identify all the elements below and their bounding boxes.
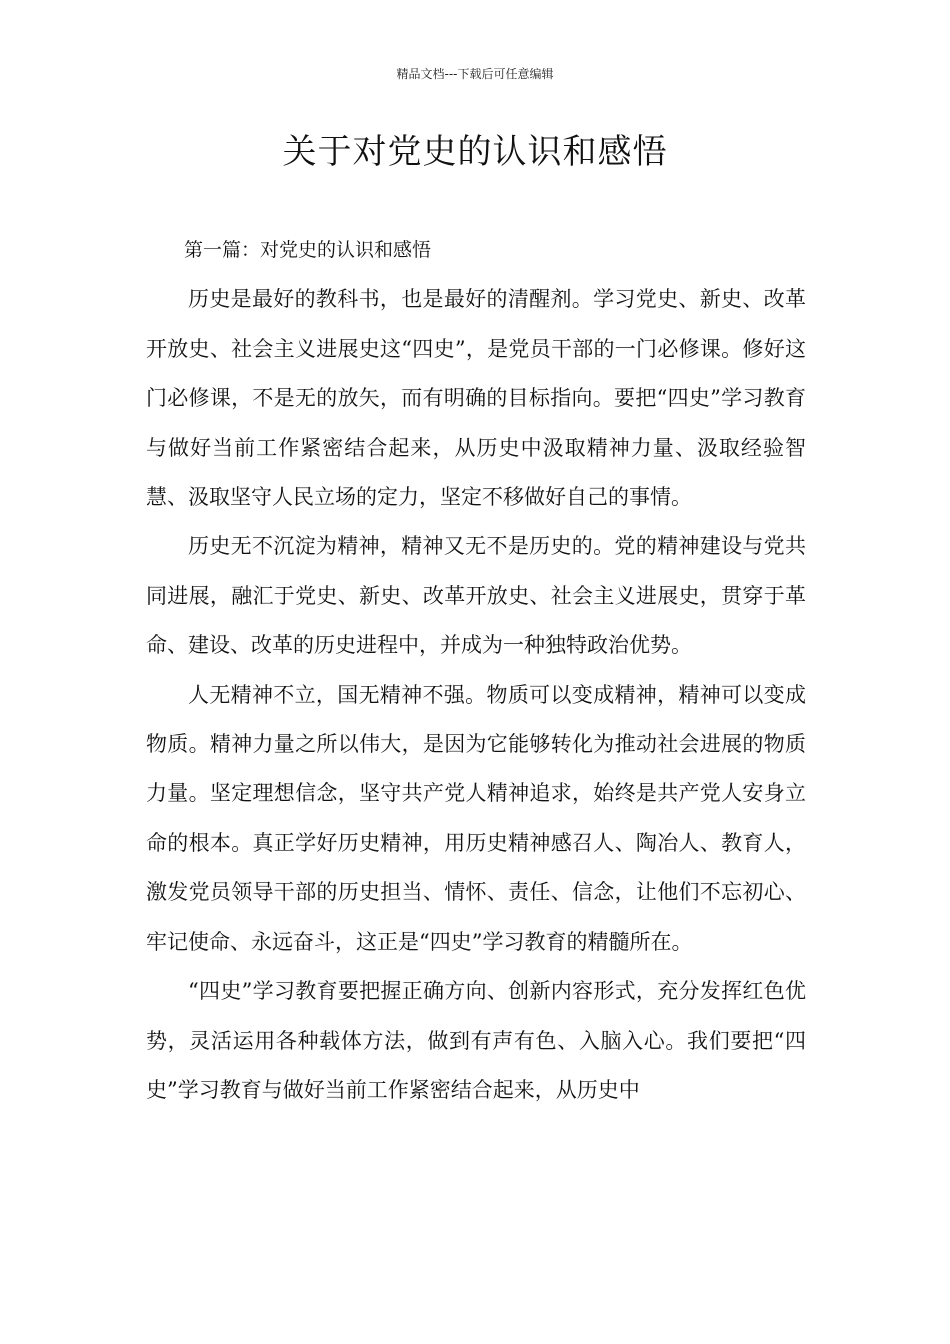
section-heading: 第一篇：对党史的认识和感悟 xyxy=(184,239,432,261)
document-title: 关于对党史的认识和感悟 xyxy=(282,132,668,172)
paragraph-4: “四史”学习教育要把握正确方向、创新内容形式，充分发挥红色优势，灵活运用各种载体方法，做到有声有色、入脑入心。我们要把“四史”学习教育与做好当前工作紧密结合起来，从历史中 xyxy=(146,979,806,1102)
paragraph-2: 历史无不沉淀为精神，精神又无不是历史的。党的精神建设与党共同进展，融汇于党史、新史、改革开放史、社会主义进展史，贯穿于革命、建设、改革的历史进程中，并成为一种独特政治优势。 xyxy=(146,534,806,658)
document-body xyxy=(146,226,806,1115)
page-header-note: 精品文档---下载后可任意编辑 xyxy=(396,67,554,81)
paragraph-1: 历史是最好的教科书，也是最好的清醒剂。学习党史、新史、改革开放史、社会主义进展史这“四史”，是党员干部的一门必修课。修好这门必修课，不是无的放矢，而有明确的目标指向。要把“四史”学习教育与做好当前工作紧密结合起来，从历史中汲取精神力量、汲取经验智慧、汲取坚守人民立场的定力，坚定不移做好自己的事情。 xyxy=(146,287,806,510)
paragraph-3: 人无精神不立，国无精神不强。物质可以变成精神，精神可以变成物质。精神力量之所以伟大，是因为它能够转化为推动社会进展的物质力量。坚定理想信念，坚守共产党人精神追求，始终是共产党人安身立命的根本。真正学好历史精神，用历史精神感召人、陶冶人、教育人，激发党员领导干部的历史担当、情怀、责任、信念，让他们不忘初心、牢记使命、永远奋斗，这正是“四史”学习教育的精髓所在。 xyxy=(146,682,806,954)
